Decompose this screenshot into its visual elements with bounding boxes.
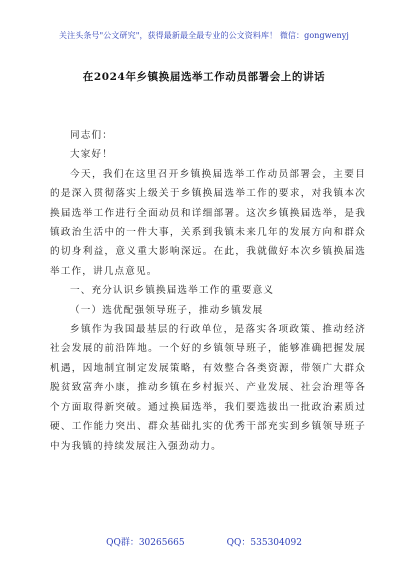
- document-body: [50, 126, 366, 456]
- footer-contact: [0, 535, 408, 548]
- header-promo-note: 关注头条号"公文研究"，获得最新最全最专业的公文资料库！ 微信：gongwenyj: [59, 31, 349, 40]
- salutation: 同志们：: [70, 130, 113, 141]
- paragraph-body: 乡镇作为我国最基层的行政单位，是落实各项政策、推动经济社会发展的前沿阵地。一个好的乡镇领导班子，能够准确把握发展机遇，因地制宜制定发展策略，有效整合各类资源，带领广大群众脱贫致富奔小康，推动乡镇在乡村振兴、产业发展、社会治理等各个方面取得新突破。通过换届选举，我们要选拔出一批政治素质过硬、工作能力突出、群众基础扎实的优秀干部充实到乡镇领导班子中为我镇的持续发展注入强劲动力。: [50, 324, 366, 452]
- document-title: 在2024年乡镇换届选举工作动员部署会上的讲话: [82, 71, 326, 83]
- footer-qq: QQ：535304092: [226, 538, 302, 548]
- footer-qq-group: QQ群：30265665: [106, 538, 185, 548]
- paragraph-intro: 今天，我们在这里召开乡镇换届选举工作动员部署会，主要目的是深入贯彻落实上级关于乡镇换届选举工作的要求，对我镇本次换届选举工作进行全面动员和详细部署。这次乡镇换届选举，是我镇政治生活中的一件大事，关系到我镇未来几年的发展方向和群众的切身利益，意义重大影响深远。在此，我就做好本次乡镇换届选举工作，讲几点意见。: [50, 168, 366, 277]
- section-heading: 一、充分认识乡镇换届选举工作的重要意义: [70, 285, 275, 297]
- subsection-heading: （一）选优配强领导班子，推动乡镇发展: [70, 304, 264, 316]
- greeting: 大家好！: [70, 149, 113, 161]
